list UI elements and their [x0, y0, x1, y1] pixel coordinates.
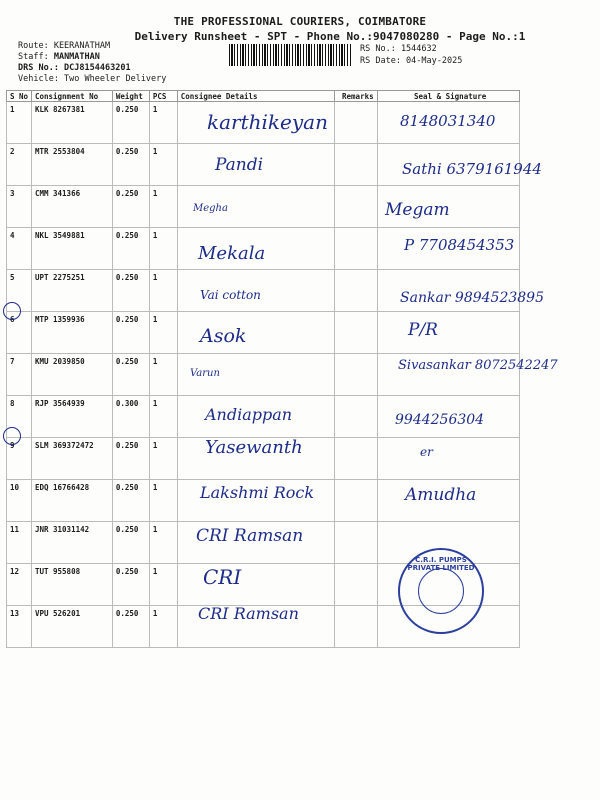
stamp-inner-ring [418, 568, 464, 614]
serial-circle-mark [3, 302, 21, 320]
row-consignment-no: KLK 8267381 [31, 102, 112, 144]
row-remarks-cell [335, 480, 378, 522]
row-sno: 9 [7, 438, 32, 480]
signature-handwriting: Megam [385, 200, 450, 220]
row-remarks-cell [335, 102, 378, 144]
table-header-row [7, 91, 520, 102]
row-weight: 0.250 [112, 522, 149, 564]
consignee-handwriting: Asok [200, 325, 247, 347]
row-signature-cell [378, 312, 520, 354]
staff-label: Staff: [18, 52, 54, 62]
row-pcs: 1 [149, 228, 177, 270]
row-sno: 10 [7, 480, 32, 522]
rs-date: RS Date: 04-May-2025 [360, 56, 463, 66]
row-remarks-cell [335, 354, 378, 396]
vehicle-type: Vehicle: Two Wheeler Delivery [18, 74, 167, 84]
row-weight: 0.250 [112, 312, 149, 354]
col-header-sno: S No [7, 91, 32, 102]
row-remarks-cell [335, 228, 378, 270]
row-consignment-no: NKL 3549881 [31, 228, 112, 270]
row-weight: 0.250 [112, 144, 149, 186]
row-remarks-cell [335, 396, 378, 438]
row-weight: 0.250 [112, 354, 149, 396]
row-consignment-no: SLM 369372472 [31, 438, 112, 480]
consignee-handwriting: CRI Ramsan [198, 604, 299, 623]
row-weight: 0.250 [112, 270, 149, 312]
row-pcs: 1 [149, 606, 177, 648]
row-weight: 0.250 [112, 186, 149, 228]
row-sno: 8 [7, 396, 32, 438]
runsheet-subtitle: Delivery Runsheet - SPT - Phone No.:9047080280 - Page No.:1 [134, 30, 526, 43]
consignee-handwriting: Yasewanth [205, 437, 303, 458]
staff-line [18, 52, 100, 62]
row-consignment-no: UPT 2275251 [31, 270, 112, 312]
row-consignment-no: VPU 526201 [31, 606, 112, 648]
row-pcs: 1 [149, 312, 177, 354]
row-pcs: 1 [149, 354, 177, 396]
row-consignee-cell [177, 564, 335, 606]
row-remarks-cell [335, 522, 378, 564]
row-pcs: 1 [149, 102, 177, 144]
consignee-handwriting: CRI [203, 565, 242, 589]
row-pcs: 1 [149, 186, 177, 228]
row-sno: 12 [7, 564, 32, 606]
row-weight: 0.250 [112, 480, 149, 522]
row-pcs: 1 [149, 144, 177, 186]
row-sno: 2 [7, 144, 32, 186]
row-remarks-cell [335, 312, 378, 354]
consignee-handwriting: Pandi [215, 155, 264, 175]
row-sno: 3 [7, 186, 32, 228]
signature-handwriting: P 7708454353 [404, 236, 515, 254]
row-consignment-no: EDQ 16766428 [31, 480, 112, 522]
rs-number: RS No.: 1544632 [360, 44, 437, 54]
row-consignment-no: JNR 31031142 [31, 522, 112, 564]
row-pcs: 1 [149, 270, 177, 312]
signature-handwriting: er [420, 445, 433, 459]
row-weight: 0.300 [112, 396, 149, 438]
serial-circle-mark [3, 427, 21, 445]
row-consignment-no: TUT 955808 [31, 564, 112, 606]
row-consignment-no: RJP 3564939 [31, 396, 112, 438]
consignee-handwriting: karthikeyan [207, 110, 328, 134]
col-header-signature: Seal & Signature [378, 91, 520, 102]
row-remarks-cell [335, 564, 378, 606]
barcode [229, 44, 352, 66]
runsheet-title: THE PROFESSIONAL COURIERS, COIMBATORE [173, 15, 427, 28]
row-sno: 7 [7, 354, 32, 396]
row-remarks-cell [335, 144, 378, 186]
row-weight: 0.250 [112, 228, 149, 270]
row-weight: 0.250 [112, 606, 149, 648]
col-header-pcs: PCS [149, 91, 177, 102]
signature-handwriting: P/R [408, 320, 438, 340]
row-pcs: 1 [149, 438, 177, 480]
consignee-handwriting: Megha [193, 203, 228, 214]
route-label: Route: KEERANATHAM [18, 41, 111, 51]
consignee-handwriting: Mekala [198, 243, 266, 264]
consignee-handwriting: Vai cotton [200, 288, 261, 302]
company-seal-stamp [398, 548, 484, 634]
col-header-remarks: Remarks [335, 91, 378, 102]
consignee-handwriting: Andiappan [205, 405, 293, 424]
row-sno: 11 [7, 522, 32, 564]
signature-handwriting: 9944256304 [395, 412, 485, 428]
row-consignment-no: MTP 1359936 [31, 312, 112, 354]
row-consignment-no: CMM 341366 [31, 186, 112, 228]
signature-handwriting: Sankar 9894523895 [400, 290, 544, 306]
signature-handwriting: Sathi 6379161944 [402, 160, 542, 178]
row-remarks-cell [335, 270, 378, 312]
row-pcs: 1 [149, 522, 177, 564]
row-remarks-cell [335, 186, 378, 228]
signature-handwriting: Sivasankar 8072542247 [398, 358, 558, 373]
signature-handwriting: 8148031340 [400, 112, 496, 130]
table-row [7, 312, 520, 354]
row-weight: 0.250 [112, 564, 149, 606]
drs-number: DRS No.: DCJ8154463201 [18, 63, 131, 73]
row-sno: 13 [7, 606, 32, 648]
consignee-handwriting: CRI Ramsan [196, 526, 304, 546]
row-sno: 1 [7, 102, 32, 144]
row-weight: 0.250 [112, 438, 149, 480]
row-pcs: 1 [149, 480, 177, 522]
row-remarks-cell [335, 438, 378, 480]
col-header-consignment: Consignment No [31, 91, 112, 102]
row-consignment-no: MTR 2553804 [31, 144, 112, 186]
row-pcs: 1 [149, 396, 177, 438]
row-weight: 0.250 [112, 102, 149, 144]
row-pcs: 1 [149, 564, 177, 606]
signature-handwriting: Amudha [405, 485, 477, 505]
col-header-consignee: Consignee Details [177, 91, 335, 102]
row-remarks-cell [335, 606, 378, 648]
row-signature-cell [378, 438, 520, 480]
row-consignment-no: KMU 2039850 [31, 354, 112, 396]
stamp-text: C.R.I. PUMPS PRIVATE LIMITED [407, 556, 475, 572]
consignee-handwriting: Lakshmi Rock [200, 483, 315, 502]
consignee-handwriting: Varun [190, 368, 220, 379]
col-header-weight: Weight [112, 91, 149, 102]
row-sno: 5 [7, 270, 32, 312]
row-sno: 4 [7, 228, 32, 270]
staff-value: MANMATHAN [53, 52, 100, 62]
row-sno: 6 [7, 312, 32, 354]
